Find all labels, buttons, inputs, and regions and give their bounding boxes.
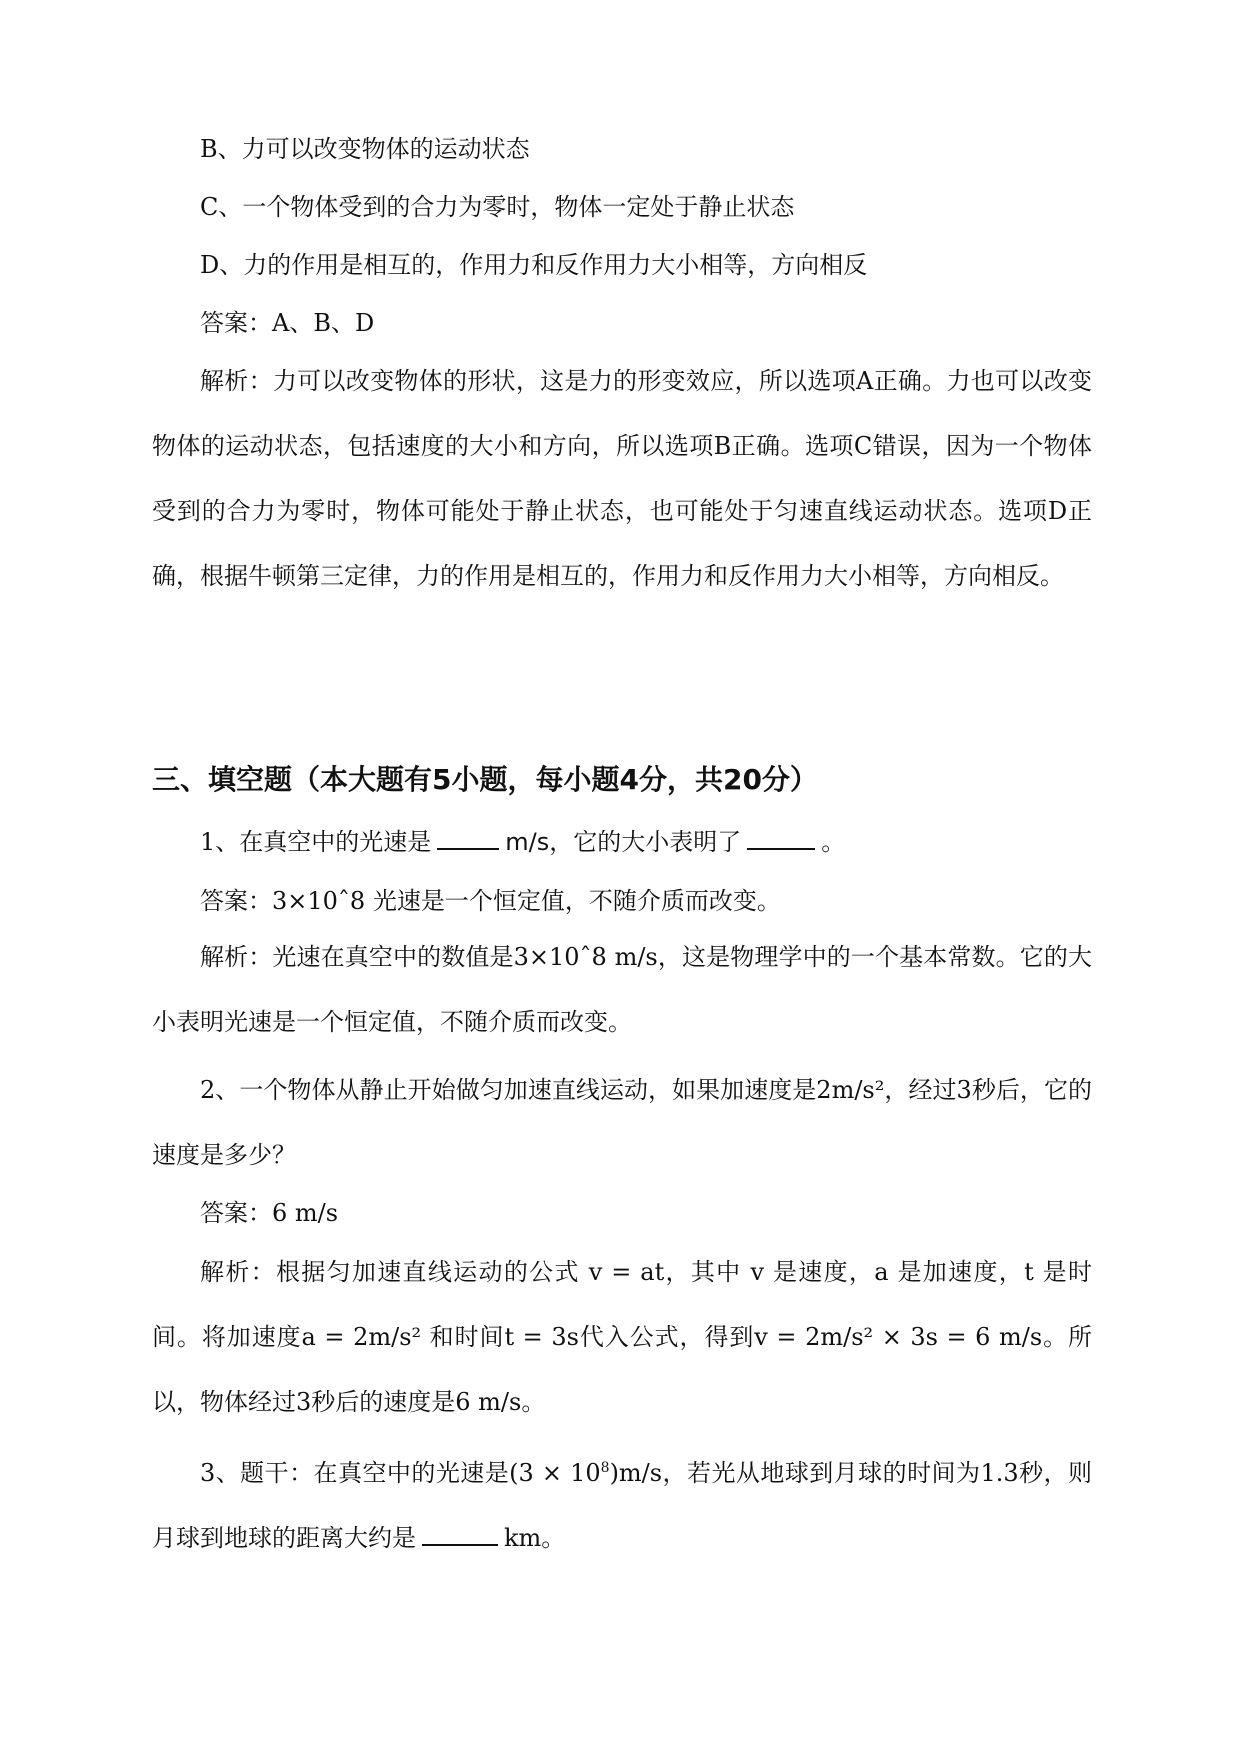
q1-analysis: 解析：光速在真空中的数值是3×10ˆ8 m/s，这是物理学中的一个基本常数。它的大小表明光速是一个恒定值，不随介质而改变。 — [152, 943, 1092, 1036]
q2-analysis: 解析：根据匀加速直线运动的公式 v = at，其中 v 是速度，a 是加速度，t 是时间。将加速度a = 2m/s² 和时间t = 3s代入公式，得到v = 2m/s² × 3s = 6 m/s。所以，物体经过3秒后的速度是6 m/s。 — [152, 1258, 1092, 1416]
option-c: C、一个物体受到的合力为零时，物体一定处于静止状态 — [200, 193, 795, 221]
q3-stem-unit: km。 — [504, 1524, 566, 1552]
q1-stem-text: 1、在真空中的光速是 — [200, 828, 432, 856]
prev-answer: 答案：A、B、D — [200, 309, 375, 337]
q3-stem-text: 3、题干：在真空中的光速是(3 × 10 — [200, 1459, 601, 1487]
q1-blank-2 — [747, 826, 815, 850]
option-b: B、力可以改变物体的运动状态 — [200, 135, 530, 163]
option-d: D、力的作用是相互的，作用力和反作用力大小相等，方向相反 — [200, 251, 868, 279]
q3-stem — [152, 1441, 1092, 1571]
q1-stem-end: 。 — [821, 828, 846, 856]
q3-exponent: 8 — [600, 1460, 610, 1476]
q1-stem-unit: m/s，它的大小表明了 — [505, 828, 742, 856]
q3-stem-text-2: )m/s，若光从地球到月球的时间为1.3秒，则月球到地球的距离大约是 — [152, 1459, 1092, 1552]
q1-stem — [152, 825, 1092, 859]
q3-blank — [422, 1522, 498, 1546]
q2-stem: 2、一个物体从静止开始做匀加速直线运动，如果加速度是2m/s²，经过3秒后，它的速度是多少？ — [152, 1076, 1092, 1169]
q1-blank-1 — [437, 826, 499, 850]
q2-answer: 答案：6 m/s — [200, 1199, 339, 1227]
prev-analysis: 解析：力可以改变物体的形状，这是力的形变效应，所以选项A正确。力也可以改变物体的运动状态，包括速度的大小和方向，所以选项B正确。选项C错误，因为一个物体受到的合力为零时，物体可能处于静止状态，也可能处于匀速直线运动状态。选项D正确，根据牛顿第三定律，力的作用是相互的，作用力和反作用力大小相等，方向相反。 — [152, 367, 1092, 590]
q1-answer: 答案：3×10ˆ8 光速是一个恒定值，不随介质而改变。 — [200, 887, 781, 915]
section-heading: 三、填空题（本大题有5小题，每小题4分，共20分） — [152, 763, 818, 796]
